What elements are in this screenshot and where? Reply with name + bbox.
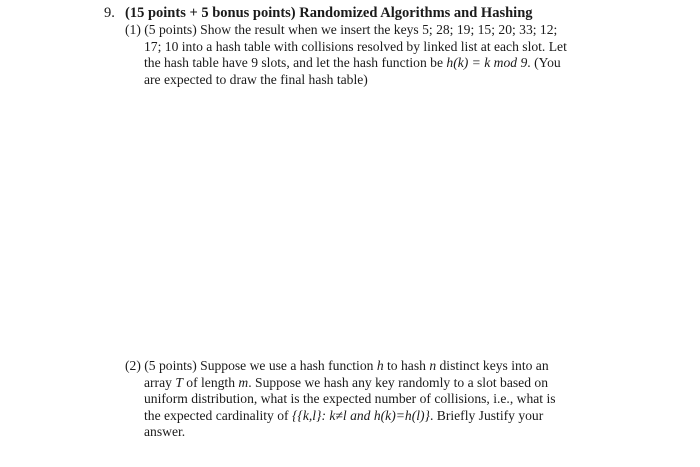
question-title: (15 points + 5 bonus points) Randomized Algorithms and Hashing [125, 5, 533, 21]
part-2-line-4 [125, 408, 605, 425]
part-1-line-1: (1) (5 points) Show the result when we insert the keys 5; 28; 19; 15; 20; 33; 12; [125, 22, 558, 37]
question-number: 9. [104, 5, 115, 21]
part-2-line-1-c: distinct keys into an [436, 358, 549, 373]
part-2-line-2-a: array [144, 374, 176, 390]
part-1 [125, 22, 605, 88]
part-2-line-5: answer. [144, 424, 186, 439]
part-1-line-2: 17; 10 into a hash table with collisions resolved by linked list at each slot. Let [144, 38, 567, 54]
part-2-line-4-b: . Briefly Justify your [429, 407, 544, 423]
var-h: h [376, 358, 384, 373]
part-1-line-4: are expected to draw the final hash table) [144, 71, 368, 87]
hash-function-formula: h(k) = k mod 9 [446, 55, 528, 70]
part-1-line-3-text: the hash table have 9 slots, and let the hash function be [144, 55, 447, 70]
part-2-line-3: uniform distribution, what is the expected number of collisions, i.e., what is [144, 391, 556, 406]
var-n: n [429, 358, 437, 373]
part-2-line-4-a: the expected cardinality of [144, 407, 292, 423]
collision-set-formula: {{k,l}: k≠l and h(k)=h(l)} [291, 407, 430, 423]
part-1-line-3 [125, 55, 605, 72]
var-T: T [175, 374, 183, 390]
part-2-line-2-b: of length [182, 374, 239, 390]
part-2-line-2-c: . Suppose we hash any key randomly to a slot based on [248, 374, 548, 390]
part-2-line-2 [125, 375, 605, 392]
part-2-line-1-b: to hash [383, 358, 430, 373]
part-2-line-1 [125, 358, 605, 375]
var-m: m [238, 374, 249, 390]
part-2-line-1-a: (2) (5 points) Suppose we use a hash function [125, 358, 377, 373]
part-2 [125, 358, 605, 441]
part-1-line-3-end: . (You [527, 55, 561, 70]
